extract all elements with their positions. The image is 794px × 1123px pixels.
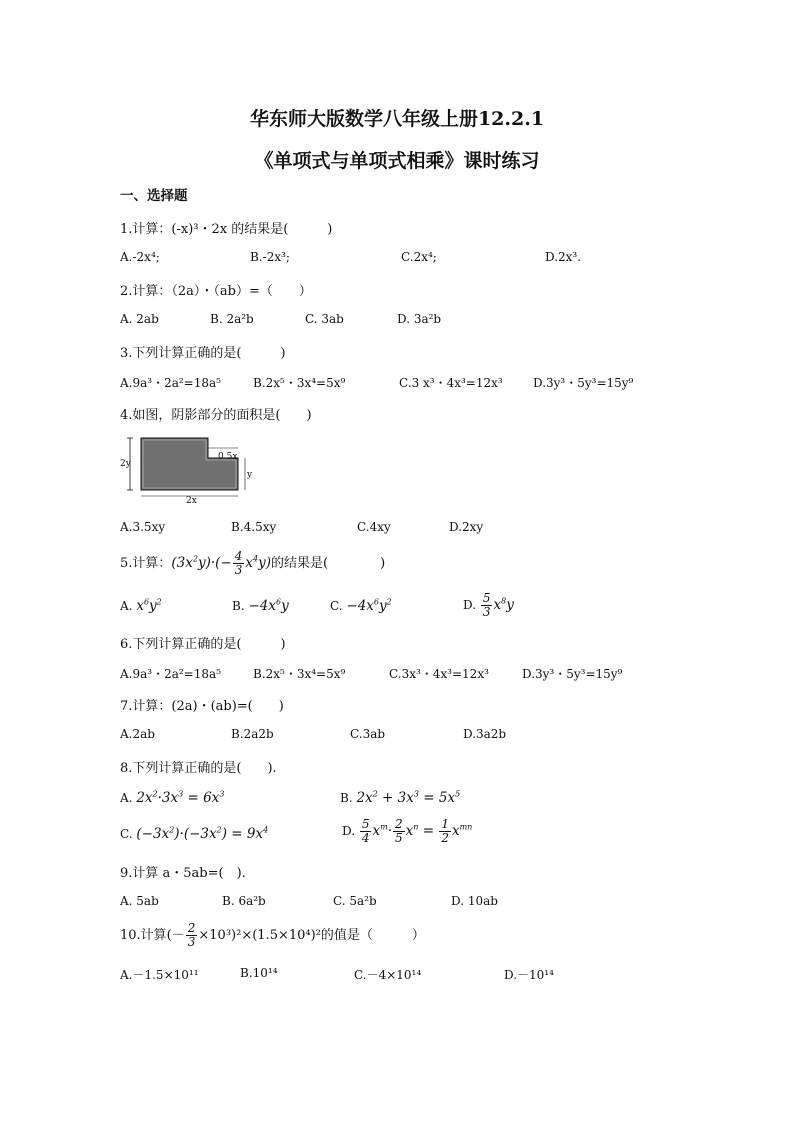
q10-option-c: C.－4×10¹⁴ [354,968,422,982]
document-title-line1: 华东师大版数学八年级上册12.2.1 [249,108,545,130]
q3-option-d: D.3y³・5y³=15y⁹ [533,376,634,390]
q6-option-a: A.9a³・2a²=18a⁵ [120,667,221,681]
section-heading: 一、选择题 [120,188,188,204]
q2-option-b: B. 2a²b [210,312,254,326]
fig-label-right: y [247,470,253,480]
q6-option-c: C.3x³・4x³=12x³ [389,667,489,681]
q10-option-b: B.10¹⁴ [240,966,278,980]
fig-label-left: 2y [120,459,131,469]
question-10: 10.计算(－ $\frac{2}{3}$ ×10³)²×(1.5×10⁴)²的值是（ ） [120,921,425,949]
q10-stem-suffix: ×10³)²×(1.5×10⁴)²的值是（ ） [198,928,425,943]
q5-stem-prefix: 5.计算： [120,556,172,571]
question-7: 7.计算：(2a)・(ab)=( ) [120,699,284,714]
question-8: 8.下列计算正确的是( ). [120,761,277,776]
q1-option-a: A.-2x⁴; [120,250,160,264]
q4-option-d: D.2xy [449,520,484,534]
question-9: 9.计算 a・5ab=( ). [120,866,246,881]
q4-option-b: B.4.5xy [231,520,277,534]
question-1: 1.计算：(-x)³・2x 的结果是( ) [120,222,333,237]
q9-option-b: B. 6a²b [222,894,266,908]
q2-option-c: C. 3ab [305,312,344,326]
question-6: 6.下列计算正确的是( ) [120,637,286,652]
q2-option-d: D. 3a²b [397,312,442,326]
q3-option-b: B.2x⁵・3x⁴=5x⁹ [253,376,346,390]
question-3: 3.下列计算正确的是( ) [120,346,286,361]
q5-option-a: A. $x^6y^2$ [120,597,162,614]
q4-option-c: C.4xy [357,520,391,534]
q3-option-c: C.3 x³・4x³=12x³ [399,376,503,390]
q9-option-c: C. 5a²b [333,894,377,908]
q5-option-b: B. $-4x^6y$ [232,597,289,614]
q10-option-d: D.－10¹⁴ [504,968,554,982]
q3-option-a: A.9a³・2a²=18a⁵ [120,376,221,390]
q5-option-c: C. $-4x^6y^2$ [330,597,392,614]
q4-option-a: A.3.5xy [120,520,166,534]
q1-option-d: D.2x³. [545,250,582,264]
q8-option-d: D. $\frac{5}{4}$ $x^m\cdot$ $\frac{2}{5}$ $x^n$ = $\frac{1}{2}$ $x^{mn}$ [342,817,473,845]
q5-stem-suffix: 的结果是( ) [271,556,386,571]
q1-option-c: C.2x⁴; [401,250,437,264]
q2-option-a: A. 2ab [120,312,159,326]
document-title-line2: 《单项式与单项式相乘》课时练习 [254,150,540,172]
question-4: 4.如图，阴影部分的面积是( ) [120,408,312,423]
q10-stem-prefix: 10.计算(－ [120,928,185,943]
question-2: 2.计算：（2a）・（ab）=（ ） [120,284,312,299]
q7-option-c: C.3ab [350,727,386,741]
q5-option-d: D. $\frac{5}{3}$ $x^8y$ [463,591,514,619]
q7-option-d: D.3a2b [463,727,507,741]
q7-option-b: B.2a2b [231,727,274,741]
q6-option-b: B.2x⁵・3x⁴=5x⁹ [253,667,346,681]
q6-option-d: D.3y³・5y³=15y⁹ [522,667,623,681]
q9-option-a: A. 5ab [120,894,159,908]
q8-option-a: A. $2x^2\cdot 3x^3 = 6x^3$ [120,789,225,806]
question-5 [120,550,385,577]
q8-option-c: C. $(-3x^2)\cdot(-3x^2) = 9x^4$ [120,825,269,842]
q9-option-d: D. 10ab [451,894,498,908]
q5-expression: $(3x^2y)\cdot(-$ $\frac{4}{3}$ $x^4y$) [171,549,272,577]
q8-option-b: B. $2x^2 + 3x^3 = 5x^5$ [340,789,461,806]
q1-option-b: B.-2x³; [250,250,290,264]
fig-label-bottom: 2x [186,496,197,504]
q7-option-a: A.2ab [120,727,155,741]
fig-label-top: 0.5x [218,452,238,462]
q10-option-a: A.－1.5×10¹¹ [120,968,199,982]
shaded-area-figure [118,432,258,504]
